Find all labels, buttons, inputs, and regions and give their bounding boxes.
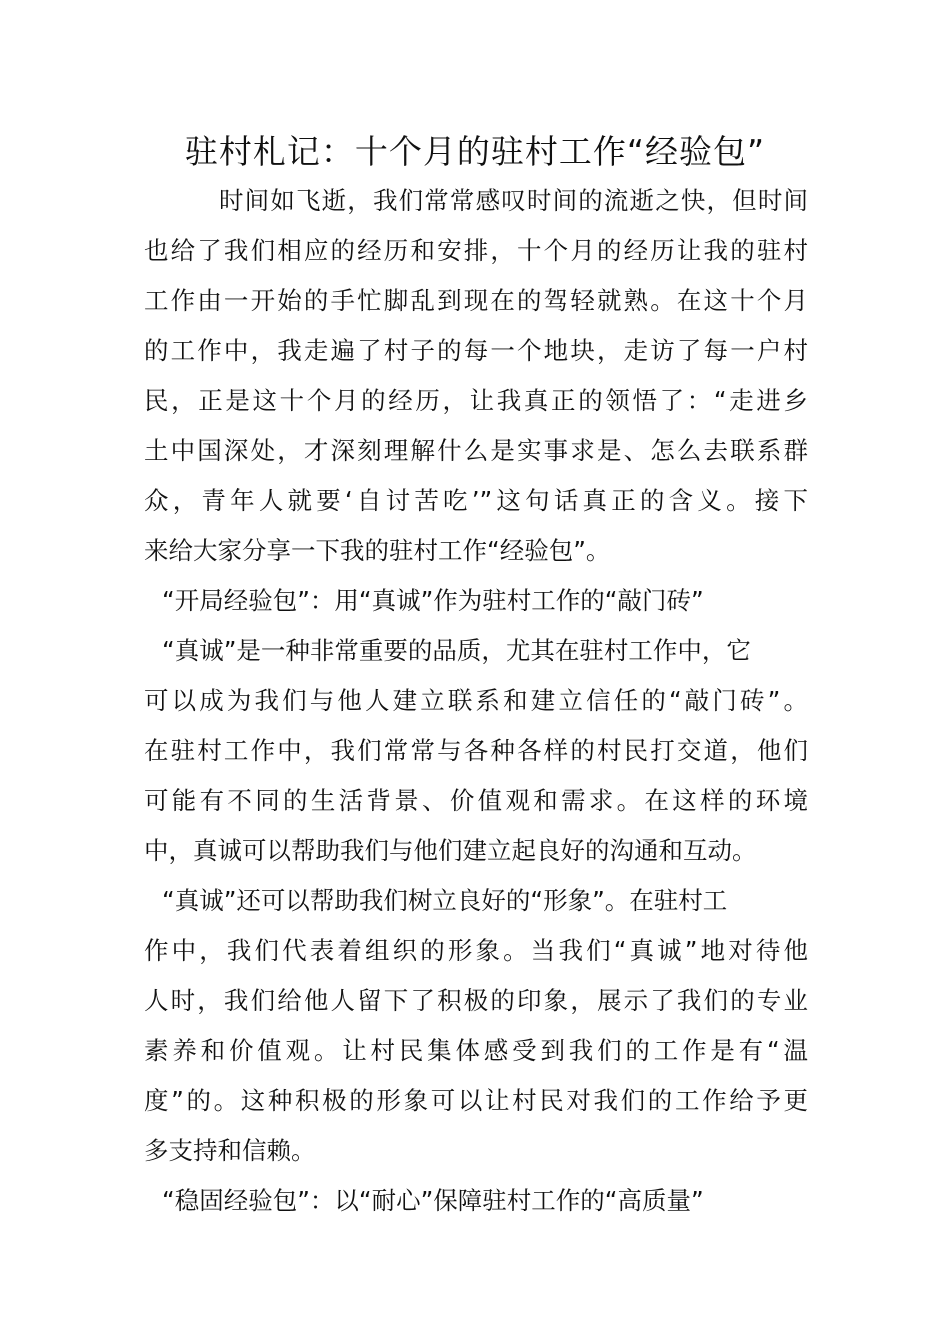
document-title: 驻村札记：十个月的驻村工作“经验包” bbox=[184, 132, 766, 171]
paragraph-line: 在驻村工作中，我们常常与各种各样的村民打交道，他们 bbox=[144, 736, 808, 765]
paragraph-line: “真诚”是一种非常重要的品质，尤其在驻村工作中，它 bbox=[162, 636, 751, 665]
paragraph-line: 多支持和信赖。 bbox=[144, 1136, 316, 1165]
paragraph-line: 可能有不同的生活背景、价值观和需求。在这样的环境 bbox=[144, 786, 808, 815]
paragraph-line: 人时，我们给他人留下了积极的印象，展示了我们的专业 bbox=[144, 986, 808, 1015]
paragraph-line: 来给大家分享一下我的驻村工作“经验包”。 bbox=[144, 536, 611, 565]
paragraph-line: 工作由一开始的手忙脚乱到现在的驾轻就熟。在这十个月 bbox=[144, 286, 808, 315]
paragraph-line: 的工作中，我走遍了村子的每一个地块，走访了每一户村 bbox=[144, 336, 808, 365]
paragraph-line: 也给了我们相应的经历和安排，十个月的经历让我的驻村 bbox=[144, 236, 808, 265]
paragraph-line: 度”的。这种积极的形象可以让村民对我们的工作给予更 bbox=[144, 1086, 808, 1115]
paragraph-line: 众，青年人就要‘自讨苦吃’”这句话真正的含义。接下 bbox=[144, 486, 808, 515]
paragraph-line: 土中国深处，才深刻理解什么是实事求是、怎么去联系群 bbox=[144, 436, 808, 465]
paragraph-line: 素养和价值观。让村民集体感受到我们的工作是有“温 bbox=[144, 1036, 808, 1065]
paragraph-line: 民，正是这十个月的经历，让我真正的领悟了：“走进乡 bbox=[144, 386, 808, 415]
paragraph-line: 可以成为我们与他人建立联系和建立信任的“敲门砖”。 bbox=[144, 686, 808, 715]
section-heading: “稳固经验包”：以“耐心”保障驻村工作的“高质量” bbox=[162, 1186, 704, 1215]
section-heading: “开局经验包”：用“真诚”作为驻村工作的“敲门砖” bbox=[162, 586, 704, 615]
document-body bbox=[144, 176, 808, 1226]
paragraph-line: 时间如飞逝，我们常常感叹时间的流逝之快，但时间 bbox=[219, 186, 808, 215]
paragraph-line: “真诚”还可以帮助我们树立良好的“形象”。在驻村工 bbox=[162, 886, 728, 915]
paragraph-line: 作中，我们代表着组织的形象。当我们“真诚”地对待他 bbox=[144, 936, 808, 965]
paragraph-line: 中，真诚可以帮助我们与他们建立起良好的沟通和互动。 bbox=[144, 836, 757, 865]
